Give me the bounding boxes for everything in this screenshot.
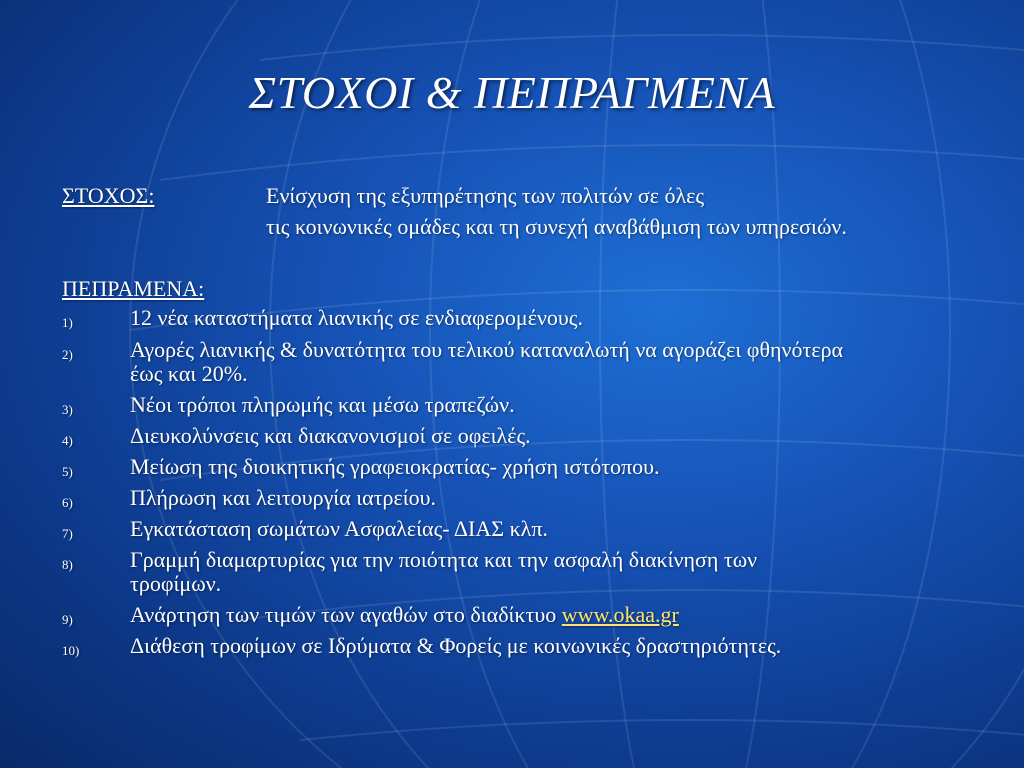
item-text: Μείωση της διοικητικής γραφειοκρατίας- χρήση ιστότοπου. (130, 454, 660, 479)
goal-label: ΣΤΟΧΟΣ: (62, 183, 155, 208)
item-text: Διευκολύνσεις και διακανονισμοί σε οφειλές. (130, 423, 531, 448)
item-number: 4) (62, 433, 73, 448)
item-number: 6) (62, 495, 73, 510)
goal-text-line2: τις κοινωνικές ομάδες και τη συνεχή αναβάθμιση των υπηρεσιών. (266, 214, 847, 239)
slide-title: ΣΤΟΧΟΙ & ΠΕΠΡΑΓΜΕΝΑ (248, 67, 776, 118)
item-text: Εγκατάσταση σωμάτων Ασφαλείας- ΔΙΑΣ κλπ. (130, 516, 548, 541)
item-text: Γραμμή διαμαρτυρίας για την ποιότητα και την ασφαλή διακίνηση των (130, 547, 758, 572)
goal-text-line1: Ενίσχυση της εξυπηρέτησης των πολιτών σε όλες (266, 183, 705, 208)
item-text: Αγορές λιανικής & δυνατότητα του τελικού καταναλωτή να αγοράζει φθηνότερα (130, 337, 844, 362)
website-link[interactable]: www.okaa.gr (561, 602, 679, 627)
item-number: 7) (62, 526, 73, 541)
item-text-continued: τροφίμων. (130, 571, 222, 596)
item-text-main: Ανάρτηση των τιμών των αγαθών στο διαδίκτυο (130, 602, 562, 627)
item-text (130, 603, 679, 627)
item-text: Νέοι τρόποι πληρωμής και μέσω τραπεζών. (130, 392, 515, 417)
item-number: 10) (62, 643, 80, 658)
item-number: 8) (62, 557, 73, 572)
item-number: 1) (62, 315, 73, 330)
done-label: ΠΕΠΡΑΜΕΝΑ: (62, 276, 205, 301)
item-text-continued: έως και 20%. (130, 361, 248, 386)
item-text: 12 νέα καταστήματα λιανικής σε ενδιαφερομένους. (130, 305, 583, 330)
item-number: 5) (62, 464, 73, 479)
item-text: Πλήρωση και λειτουργία ιατρείου. (130, 485, 437, 510)
item-text: Διάθεση τροφίμων σε Ιδρύματα & Φορείς με κοινωνικές δραστηριότητες. (130, 633, 782, 658)
item-number: 2) (62, 347, 73, 362)
item-number: 3) (62, 402, 73, 417)
item-number: 9) (62, 612, 73, 627)
